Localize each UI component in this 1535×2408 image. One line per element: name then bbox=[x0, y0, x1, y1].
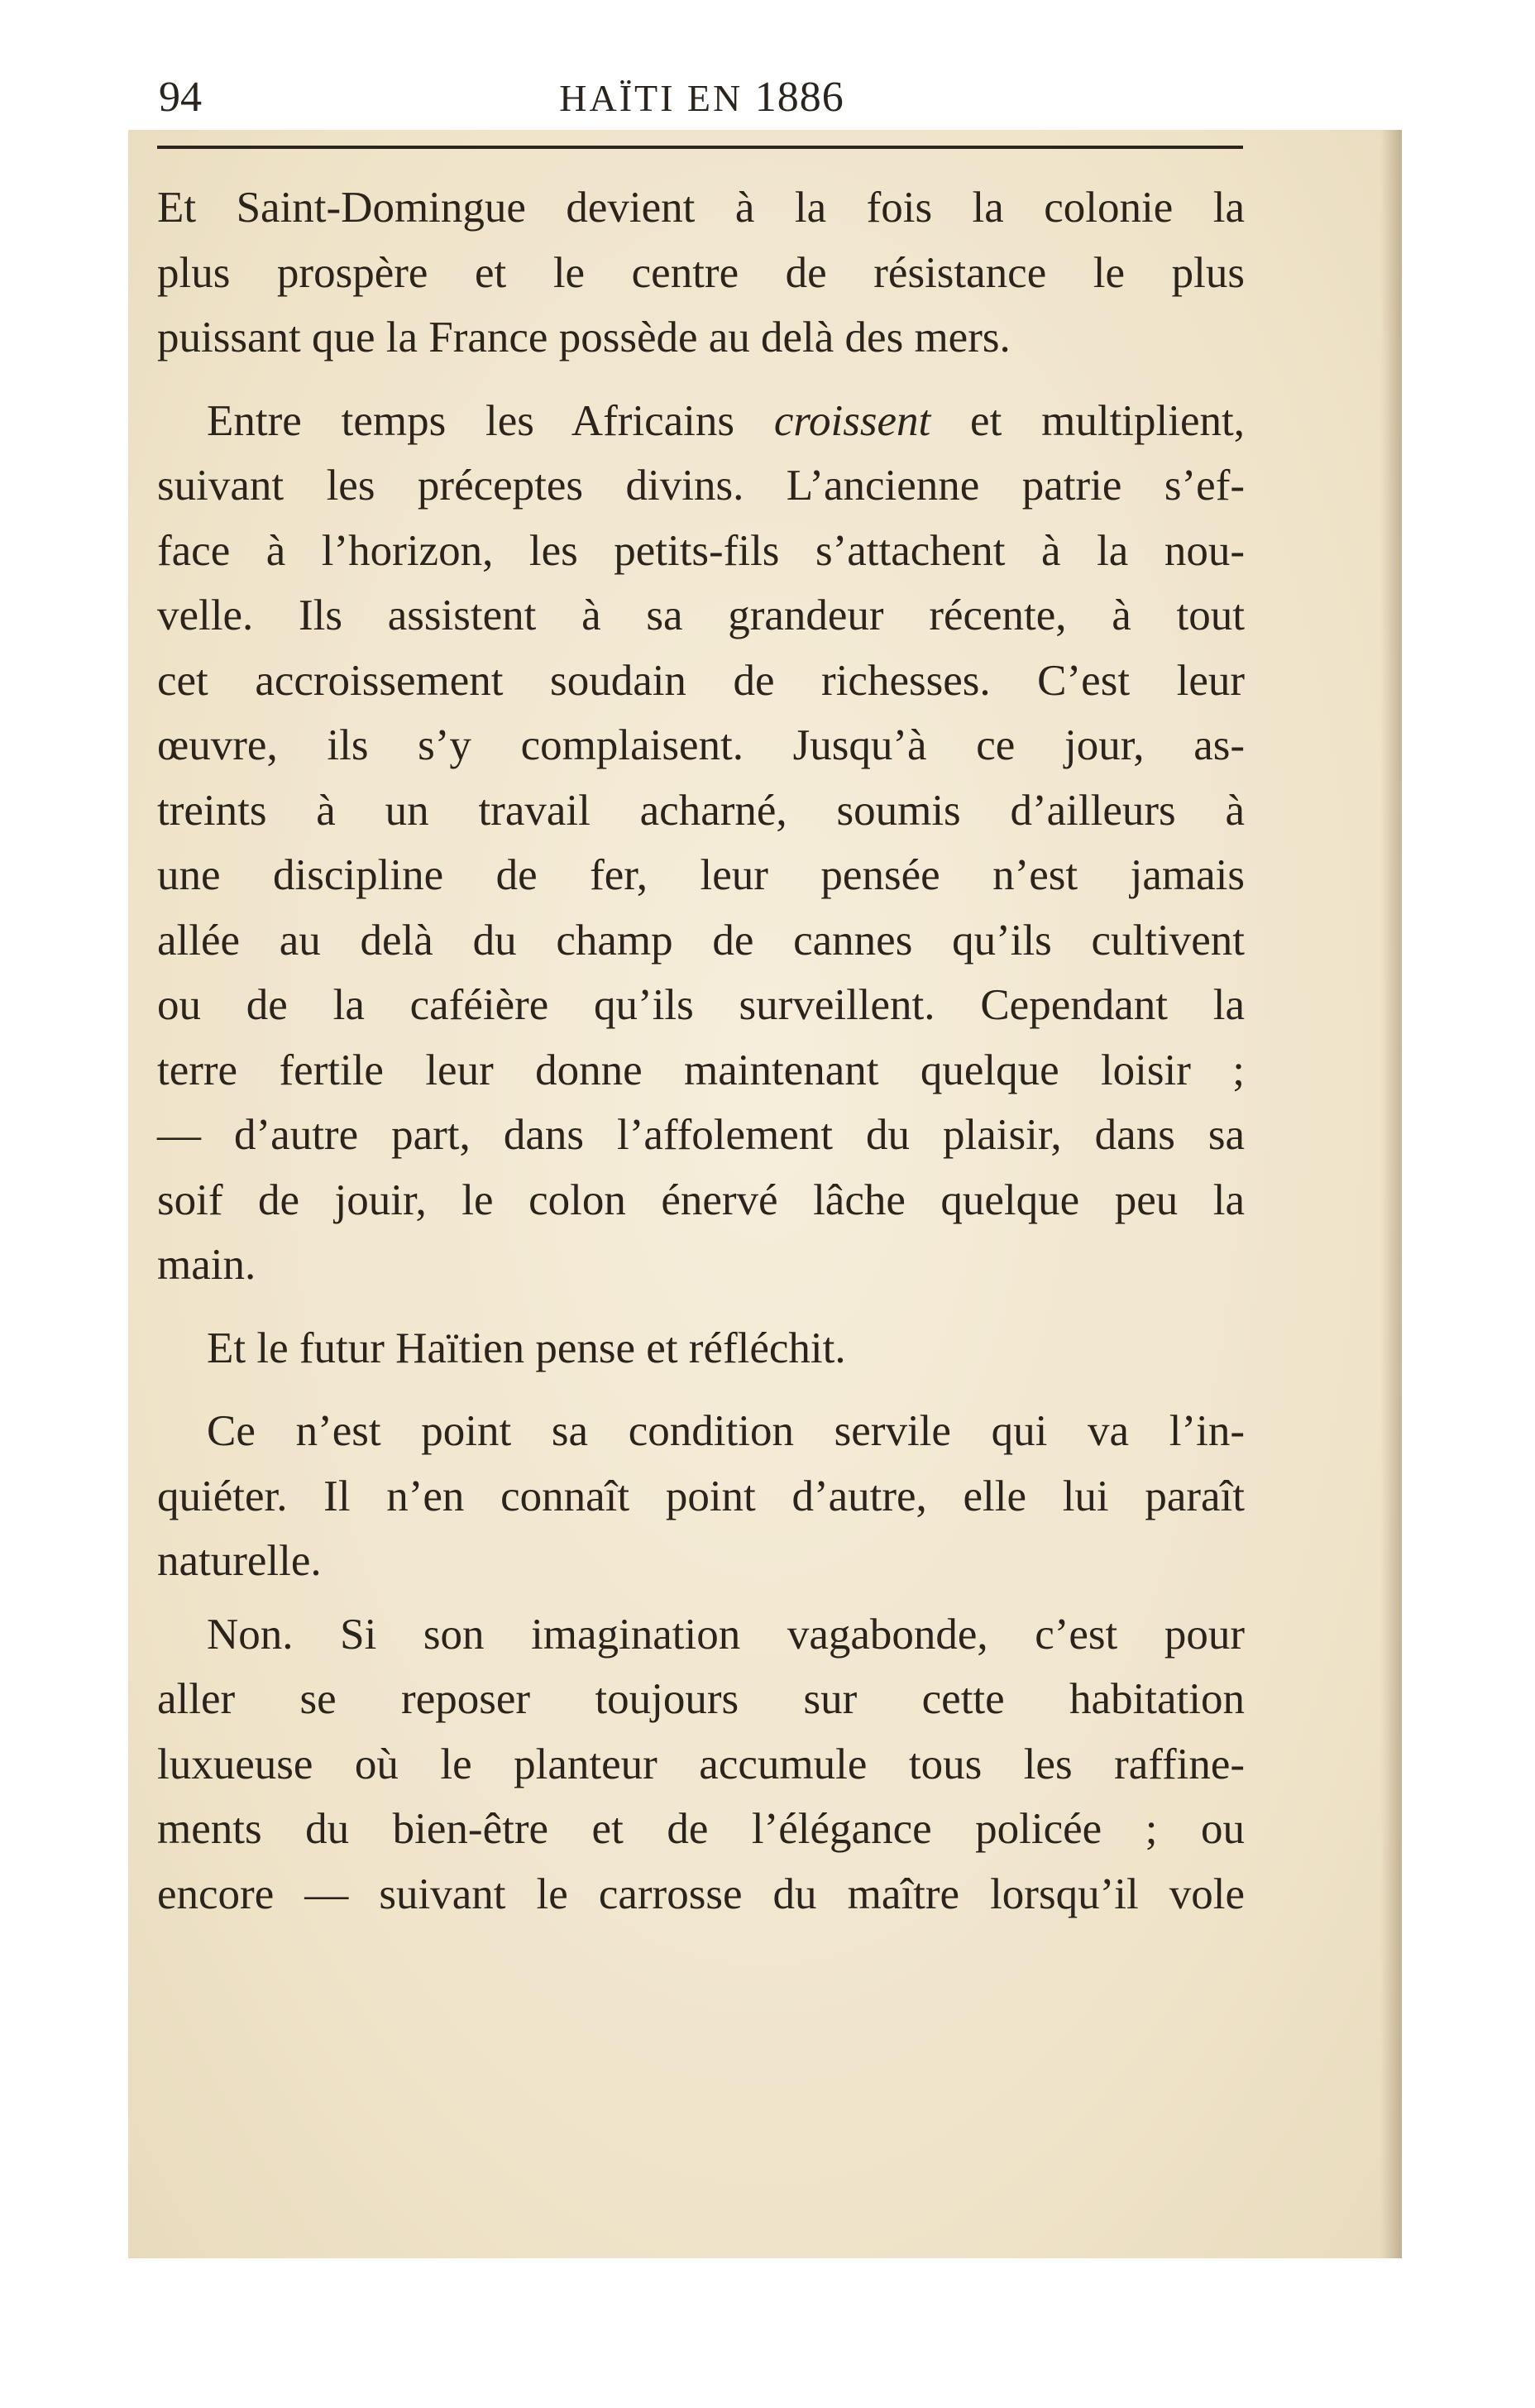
text-line: plus prospère et le centre de résistance le plus bbox=[157, 248, 1245, 297]
paragraph-3 bbox=[157, 1316, 1245, 1381]
text-run: Entre temps les Africains bbox=[207, 396, 774, 445]
page-header bbox=[159, 73, 1245, 131]
text-line: face à l’horizon, les petits-fils s’attachent à la nou- bbox=[157, 526, 1245, 575]
text-line: une discipline de fer, leur pensée n’est jamais bbox=[157, 851, 1245, 899]
text-line: encore — suivant le carrosse du maître lorsqu’il vole bbox=[157, 1869, 1245, 1918]
running-title bbox=[159, 73, 1245, 122]
paragraph-1 bbox=[157, 175, 1245, 371]
header-rule bbox=[157, 146, 1243, 149]
text-line: œuvre, ils s’y complaisent. Jusqu’à ce jour, as- bbox=[157, 721, 1245, 769]
paragraph-4 bbox=[157, 1399, 1245, 1594]
text-line: Et le futur Haïtien pense et réfléchit. bbox=[207, 1324, 846, 1372]
text-line: soif de jouir, le colon énervé lâche quelque peu la bbox=[157, 1175, 1245, 1224]
text-line: quiéter. Il n’en connaît point d’autre, elle lui paraît bbox=[157, 1472, 1245, 1520]
text-run: et multiplient, bbox=[930, 396, 1245, 445]
italic-word: croissent bbox=[773, 396, 931, 445]
running-title-year: 1886 bbox=[754, 74, 844, 121]
text-line: aller se reposer toujours sur cette habitation bbox=[157, 1675, 1245, 1723]
text-line: treints à un travail acharné, soumis d’ailleurs à bbox=[157, 786, 1245, 835]
page-edge-shadow bbox=[1380, 130, 1402, 2258]
text-line: — d’autre part, dans l’affolement du plaisir, dans sa bbox=[157, 1111, 1245, 1159]
text-line: velle. Ils assistent à sa grandeur récente, à tout bbox=[157, 591, 1245, 639]
text-line: naturelle. bbox=[157, 1537, 322, 1585]
text-line: Non. Si son imagination vagabonde, c’est pour bbox=[207, 1610, 1245, 1659]
text-line: ou de la caféière qu’ils surveillent. Cependant la bbox=[157, 981, 1245, 1029]
page-body bbox=[157, 175, 1245, 1927]
text-line: ments du bien-être et de l’élégance policée ; ou bbox=[157, 1805, 1245, 1853]
paragraph-2 bbox=[157, 389, 1245, 1298]
text-line bbox=[157, 389, 1245, 454]
text-line: puissant que la France possède au delà des mers. bbox=[157, 314, 1011, 361]
text-line: allée au delà du champ de cannes qu’ils cultivent bbox=[157, 916, 1245, 965]
page-number: 94 bbox=[159, 74, 202, 121]
text-line: luxueuse où le planteur accumule tous les raffine- bbox=[157, 1740, 1245, 1788]
text-line: main. bbox=[157, 1241, 256, 1289]
paragraph-5 bbox=[157, 1602, 1245, 1927]
text-line: terre fertile leur donne maintenant quelque loisir ; bbox=[157, 1046, 1245, 1094]
text-line: Ce n’est point sa condition servile qui va l’in- bbox=[207, 1407, 1245, 1455]
running-title-text: HAÏTI EN bbox=[559, 77, 744, 119]
text-line: suivant les préceptes divins. L’ancienne patrie s’ef- bbox=[157, 462, 1245, 510]
text-line: cet accroissement soudain de richesses. C’est leur bbox=[157, 656, 1245, 705]
text-line: Et Saint-Domingue devient à la fois la colonie la bbox=[157, 184, 1245, 232]
